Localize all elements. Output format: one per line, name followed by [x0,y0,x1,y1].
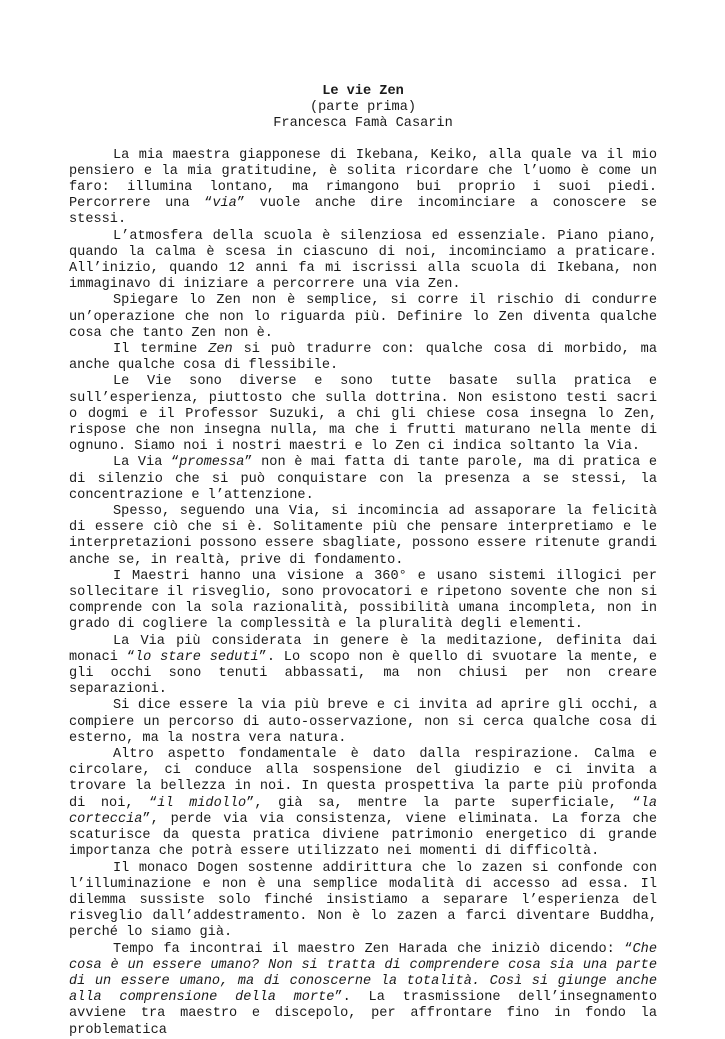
document-page [69,84,657,1039]
text-run: Tempo fa incontrai il maestro Zen Harada che iniziò dicendo: “ [113,941,633,957]
text-run: L’atmosfera della scuola è silenziosa ed essenziale. Piano piano, quando la calma è scesa in ciascuno di noi, incominciamo a praticare. All’inizio, quando 12 anni fa mi iscrissi alla scuola di Ikebana, non immaginavo di iniziare a percorrere una via Zen. [69,228,657,293]
text-run: Il monaco Dogen sostenne addirittura che lo zazen si confonde con l’illuminazione e non è una semplice modalità di accesso ad essa. Il dilemma sussiste solo finché insistiamo a separare l’esperienza del risveglio dall’addestramento. Non è lo zazen a farci diventare Buddha, perché lo siamo già. [69,860,657,941]
text-run: Spesso, seguendo una Via, si incomincia ad assaporare la felicità di essere ciò che si è. Solitamente più che pensare interpretiamo e le interpretazioni possono essere sbagliate, possono essere ritenute grandi anche se, in realtà, prive di fondamento. [69,504,657,568]
paragraph [69,942,657,1039]
document-subtitle: (parte prima) [309,100,417,116]
text-run: ”, già sa, mentre la parte superficiale, “ [246,795,641,811]
paragraph [69,634,657,699]
italic-text: via [212,196,237,212]
text-run: Altro aspetto fondamentale è dato dalla respirazione. Calma e circolare, ci conduce alla sospensione del giudizio e ci invita a trovare la bellezza in noi. In questa prospettiva la parte più profonda di noi, “ [69,747,657,811]
text-run: Le Vie sono diverse e sono tutte basate sulla pratica e sull’esperienza, piuttosto che sulla dottrina. Non esistono testi sacri o dogmi e il Professor Suzuki, a chi gli chiese cosa insegna lo Zen, rispose che non insegna nulla, ma che i frutti maturano nella mente di ognuno. Siamo noi i nostri maestri e lo Zen ci indica soltanto la Via. [69,374,657,455]
italic-text: il midollo [157,795,247,811]
document-body [69,148,657,1039]
text-run: Si dice essere la via più breve e ci invita ad aprire gli occhi, a compiere un percorso di auto-osservazione, non si cerca qualche cosa di esterno, ma la nostra vera natura. [69,698,657,746]
paragraph [69,455,657,504]
text-run: Il termine [113,342,209,357]
text-run: Spiegare lo Zen non è semplice, si corre il rischio di condurre un’operazione che non lo riguarda più. Definire lo Zen diventa qualche cosa che tanto Zen non è. [69,293,657,341]
paragraph [69,293,657,342]
italic-text: Zen [208,342,233,357]
text-run: La Via più considerata in genere è la meditazione, definita dai monaci “ [69,633,657,665]
italic-text: promessa [179,455,245,471]
paragraph [69,698,657,747]
text-run: La mia maestra giapponese di Ikebana, Keiko, alla quale va il mio pensiero e la mia gratitudine, è solita ricordare che l’uomo è come un faro: illumina lontano, ma rimangono bui proprio i suoi piedi. Percorrere una “ [69,147,657,212]
paragraph [69,504,657,569]
italic-text: Che cosa è un essere umano? Non si tratta di comprendere cosa sia una parte di un essere umano, ma di conoscerne la totalità. Così si giunge anche alla comprensione della morte [69,941,657,1006]
paragraph [69,229,657,294]
paragraph [69,342,657,374]
text-run: ”, perde via via consistenza, viene eliminata. La forza che scaturisce da questa pratica diviene patrimonio energetico di grande importanza che potrà essere utilizzato nei momenti di difficoltà. [69,811,657,860]
document-author: Francesca Famà Casarin [273,116,453,132]
paragraph [69,374,657,455]
text-run: I Maestri hanno una visione a 360° e usano sistemi illogici per sollecitare il risveglio, sono provocatori e ripetono sovente che non si comprende con la sola razionalità, possibilità umana incompleta, non in grado di cogliere la complessità e la pluralità degli elementi. [69,568,657,633]
paragraph [69,861,657,942]
text-run: ” vuole anche dire incominciare a conoscere se stessi. [69,196,657,228]
italic-text: lo stare seduti [134,649,259,665]
text-run: La Via “ [113,455,180,471]
paragraph [69,569,657,634]
text-run: ”. Lo scopo non è quello di svuotare la mente, e gli occhi sono tenuti abbassati, ma non chiusi per non creare separazioni. [69,649,657,698]
paragraph [69,148,657,229]
title-block [69,84,657,133]
text-run: ”. La trasmissione dell’insegnamento avviene tra maestro e discepolo, per affrontare fino in fondo la problematica [69,990,657,1038]
italic-text: la corteccia [69,795,657,827]
text-run: ” non è mai fatta di tante parole, ma di pratica e di silenzio che si può conquistare con la presenza a se stessi, la concentrazione e l’attenzione. [69,455,657,503]
document-title: Le vie Zen [322,84,404,99]
paragraph [69,747,657,860]
text-run: si può tradurre con: qualche cosa di morbido, ma anche qualche cosa di flessibile. [69,342,657,374]
